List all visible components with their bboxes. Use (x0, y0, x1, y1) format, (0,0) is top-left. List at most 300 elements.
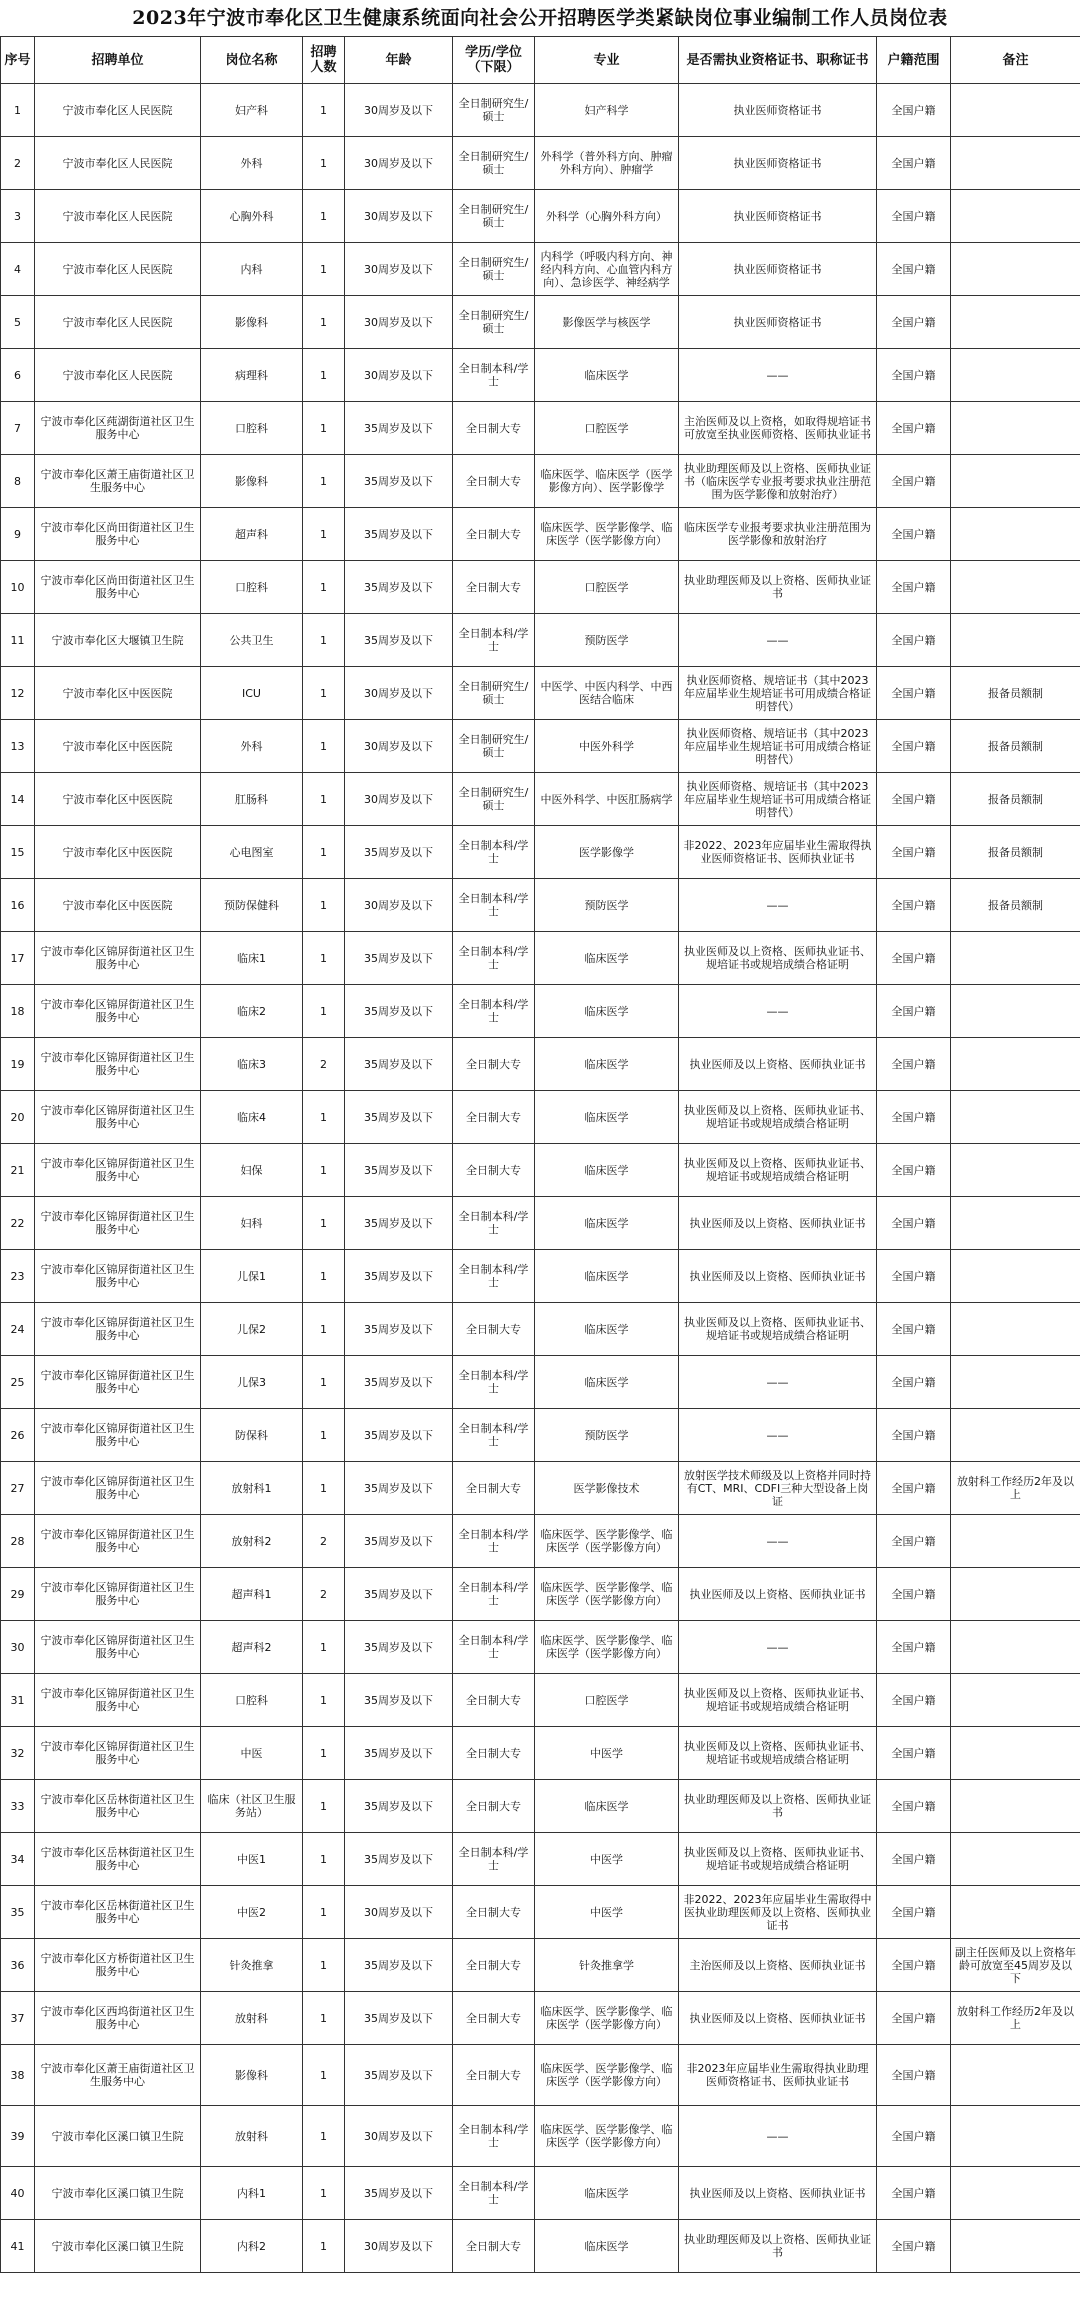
table-row (1, 614, 1080, 667)
cell-remarks (951, 1886, 1080, 1939)
cell-education: 全日制研究生/硕士 (453, 773, 535, 826)
cell-major: 口腔医学 (535, 402, 679, 455)
cell-major: 临床医学 (535, 1356, 679, 1409)
cell-position: 儿保1 (201, 1250, 303, 1303)
cell-unit: 宁波市奉化区中医医院 (35, 879, 201, 932)
cell-certificate: 执业医师资格证书 (679, 296, 877, 349)
cell-remarks (951, 1780, 1080, 1833)
table-row (1, 2167, 1080, 2220)
table-row (1, 1144, 1080, 1197)
cell-major: 临床医学、医学影像学、临床医学（医学影像方向） (535, 1515, 679, 1568)
cell-education: 全日制大专 (453, 1886, 535, 1939)
cell-count: 1 (303, 1621, 345, 1674)
cell-age: 35周岁及以下 (345, 1462, 453, 1515)
cell-position: 公共卫生 (201, 614, 303, 667)
cell-education: 全日制本科/学士 (453, 879, 535, 932)
cell-count: 1 (303, 985, 345, 1038)
cell-unit: 宁波市奉化区西坞街道社区卫生服务中心 (35, 1992, 201, 2045)
cell-certificate: 非2023年应届毕业生需取得执业助理医师资格证书、医师执业证书 (679, 2045, 877, 2106)
cell-count: 1 (303, 1462, 345, 1515)
cell-major: 医学影像技术 (535, 1462, 679, 1515)
table-row (1, 1462, 1080, 1515)
cell-count: 1 (303, 455, 345, 508)
cell-education: 全日制本科/学士 (453, 1409, 535, 1462)
cell-education: 全日制本科/学士 (453, 1197, 535, 1250)
table-row (1, 985, 1080, 1038)
cell-certificate: 执业助理医师及以上资格、医师执业证书 (679, 1780, 877, 1833)
cell-position: 心胸外科 (201, 190, 303, 243)
cell-household: 全国户籍 (877, 1515, 951, 1568)
cell-household: 全国户籍 (877, 190, 951, 243)
table-row (1, 1833, 1080, 1886)
cell-count: 1 (303, 1144, 345, 1197)
cell-age: 35周岁及以下 (345, 1144, 453, 1197)
cell-household: 全国户籍 (877, 2045, 951, 2106)
cell-index: 7 (1, 402, 35, 455)
cell-household: 全国户籍 (877, 773, 951, 826)
cell-position: 妇科 (201, 1197, 303, 1250)
cell-major: 影像医学与核医学 (535, 296, 679, 349)
cell-education: 全日制大专 (453, 2045, 535, 2106)
cell-unit: 宁波市奉化区萧王庙街道社区卫生服务中心 (35, 455, 201, 508)
cell-count: 1 (303, 667, 345, 720)
cell-count: 1 (303, 1674, 345, 1727)
cell-education: 全日制本科/学士 (453, 1621, 535, 1674)
cell-position: 放射科 (201, 2106, 303, 2167)
cell-age: 35周岁及以下 (345, 985, 453, 1038)
table-row (1, 243, 1080, 296)
cell-unit: 宁波市奉化区中医医院 (35, 826, 201, 879)
cell-count: 1 (303, 2167, 345, 2220)
cell-age: 35周岁及以下 (345, 1992, 453, 2045)
cell-unit: 宁波市奉化区锦屏街道社区卫生服务中心 (35, 1038, 201, 1091)
cell-position: 内科2 (201, 2220, 303, 2273)
cell-remarks (951, 985, 1080, 1038)
cell-education: 全日制本科/学士 (453, 1250, 535, 1303)
cell-index: 32 (1, 1727, 35, 1780)
table-row (1, 190, 1080, 243)
cell-remarks (951, 561, 1080, 614)
table-row (1, 1197, 1080, 1250)
cell-major: 临床医学 (535, 1250, 679, 1303)
table-row (1, 826, 1080, 879)
cell-remarks (951, 508, 1080, 561)
cell-count: 1 (303, 720, 345, 773)
cell-age: 35周岁及以下 (345, 455, 453, 508)
cell-remarks (951, 1197, 1080, 1250)
table-row (1, 2106, 1080, 2167)
cell-unit: 宁波市奉化区人民医院 (35, 84, 201, 137)
cell-major: 口腔医学 (535, 561, 679, 614)
cell-major: 内科学（呼吸内科方向、神经内科方向、心血管内科方向）、急诊医学、神经病学 (535, 243, 679, 296)
cell-unit: 宁波市奉化区人民医院 (35, 296, 201, 349)
table-row (1, 508, 1080, 561)
cell-age: 35周岁及以下 (345, 1780, 453, 1833)
cell-major: 中医学 (535, 1727, 679, 1780)
cell-education: 全日制大专 (453, 1144, 535, 1197)
cell-age: 30周岁及以下 (345, 349, 453, 402)
cell-age: 35周岁及以下 (345, 2167, 453, 2220)
cell-position: 影像科 (201, 296, 303, 349)
cell-remarks: 报备员额制 (951, 720, 1080, 773)
cell-age: 30周岁及以下 (345, 137, 453, 190)
cell-position: 儿保2 (201, 1303, 303, 1356)
cell-index: 35 (1, 1886, 35, 1939)
cell-position: 放射科1 (201, 1462, 303, 1515)
cell-education: 全日制大专 (453, 1780, 535, 1833)
cell-unit: 宁波市奉化区锦屏街道社区卫生服务中心 (35, 1091, 201, 1144)
cell-age: 35周岁及以下 (345, 1356, 453, 1409)
table-row (1, 1091, 1080, 1144)
cell-household: 全国户籍 (877, 1038, 951, 1091)
cell-remarks: 放射科工作经历2年及以上 (951, 1462, 1080, 1515)
cell-education: 全日制研究生/硕士 (453, 667, 535, 720)
table-row (1, 84, 1080, 137)
cell-position: 心电图室 (201, 826, 303, 879)
cell-education: 全日制研究生/硕士 (453, 720, 535, 773)
cell-certificate: 执业医师资格、规培证书（其中2023年应届毕业生规培证书可用成绩合格证明替代） (679, 720, 877, 773)
cell-household: 全国户籍 (877, 1197, 951, 1250)
cell-unit: 宁波市奉化区锦屏街道社区卫生服务中心 (35, 1674, 201, 1727)
cell-unit: 宁波市奉化区溪口镇卫生院 (35, 2220, 201, 2273)
cell-count: 1 (303, 1939, 345, 1992)
cell-household: 全国户籍 (877, 1621, 951, 1674)
cell-major: 医学影像学 (535, 826, 679, 879)
cell-household: 全国户籍 (877, 137, 951, 190)
cell-certificate: 放射医学技术师级及以上资格并同时持有CT、MRI、CDFI三种大型设备上岗证 (679, 1462, 877, 1515)
cell-unit: 宁波市奉化区岳林街道社区卫生服务中心 (35, 1886, 201, 1939)
cell-certificate: 执业医师资格证书 (679, 190, 877, 243)
table-row (1, 1621, 1080, 1674)
cell-certificate: 执业医师及以上资格、医师执业证书、规培证书或规培成绩合格证明 (679, 1303, 877, 1356)
cell-age: 35周岁及以下 (345, 508, 453, 561)
cell-household: 全国户籍 (877, 1780, 951, 1833)
cell-index: 14 (1, 773, 35, 826)
cell-unit: 宁波市奉化区溪口镇卫生院 (35, 2106, 201, 2167)
cell-count: 1 (303, 1091, 345, 1144)
cell-unit: 宁波市奉化区锦屏街道社区卫生服务中心 (35, 1409, 201, 1462)
cell-remarks (951, 2106, 1080, 2167)
cell-position: 预防保健科 (201, 879, 303, 932)
table-row (1, 1886, 1080, 1939)
cell-index: 16 (1, 879, 35, 932)
cell-index: 25 (1, 1356, 35, 1409)
cell-household: 全国户籍 (877, 720, 951, 773)
cell-certificate: 非2022、2023年应届毕业生需取得执业医师资格证书、医师执业证书 (679, 826, 877, 879)
positions-table (0, 36, 1080, 2273)
header-unit: 招聘单位 (35, 37, 201, 84)
cell-unit: 宁波市奉化区锦屏街道社区卫生服务中心 (35, 1303, 201, 1356)
cell-household: 全国户籍 (877, 1144, 951, 1197)
cell-remarks (951, 1515, 1080, 1568)
cell-major: 口腔医学 (535, 1674, 679, 1727)
cell-index: 9 (1, 508, 35, 561)
cell-position: 临床2 (201, 985, 303, 1038)
cell-count: 1 (303, 2045, 345, 2106)
cell-education: 全日制大专 (453, 1462, 535, 1515)
cell-certificate: —— (679, 879, 877, 932)
cell-position: 口腔科 (201, 402, 303, 455)
cell-certificate: 执业医师及以上资格、医师执业证书、规培证书或规培成绩合格证明 (679, 932, 877, 985)
cell-unit: 宁波市奉化区岳林街道社区卫生服务中心 (35, 1833, 201, 1886)
cell-age: 35周岁及以下 (345, 1197, 453, 1250)
cell-age: 35周岁及以下 (345, 1568, 453, 1621)
cell-certificate: 执业医师及以上资格、医师执业证书、规培证书或规培成绩合格证明 (679, 1144, 877, 1197)
cell-certificate: 执业助理医师及以上资格、医师执业证书（临床医学专业报考要求执业注册范围为医学影像和放射治疗） (679, 455, 877, 508)
table-row (1, 1780, 1080, 1833)
cell-age: 35周岁及以下 (345, 1727, 453, 1780)
cell-age: 35周岁及以下 (345, 932, 453, 985)
cell-index: 11 (1, 614, 35, 667)
cell-education: 全日制研究生/硕士 (453, 243, 535, 296)
cell-count: 2 (303, 1515, 345, 1568)
cell-age: 35周岁及以下 (345, 402, 453, 455)
cell-remarks (951, 614, 1080, 667)
cell-major: 针灸推拿学 (535, 1939, 679, 1992)
cell-certificate: —— (679, 2106, 877, 2167)
cell-education: 全日制大专 (453, 508, 535, 561)
cell-count: 2 (303, 1568, 345, 1621)
cell-household: 全国户籍 (877, 1886, 951, 1939)
cell-remarks (951, 1356, 1080, 1409)
table-row (1, 1568, 1080, 1621)
cell-certificate: 执业助理医师及以上资格、医师执业证书 (679, 561, 877, 614)
cell-position: 中医1 (201, 1833, 303, 1886)
cell-unit: 宁波市奉化区锦屏街道社区卫生服务中心 (35, 1197, 201, 1250)
cell-education: 全日制本科/学士 (453, 932, 535, 985)
cell-education: 全日制大专 (453, 1303, 535, 1356)
cell-household: 全国户籍 (877, 1091, 951, 1144)
cell-unit: 宁波市奉化区萧王庙街道社区卫生服务中心 (35, 2045, 201, 2106)
cell-certificate: 执业医师及以上资格、医师执业证书、规培证书或规培成绩合格证明 (679, 1674, 877, 1727)
cell-unit: 宁波市奉化区人民医院 (35, 243, 201, 296)
cell-age: 35周岁及以下 (345, 1833, 453, 1886)
cell-household: 全国户籍 (877, 1727, 951, 1780)
cell-certificate: 执业医师资格证书 (679, 137, 877, 190)
header-certificate: 是否需执业资格证书、职称证书 (679, 37, 877, 84)
cell-household: 全国户籍 (877, 508, 951, 561)
cell-remarks (951, 1250, 1080, 1303)
table-header-row (1, 37, 1080, 84)
cell-count: 1 (303, 1197, 345, 1250)
cell-education: 全日制研究生/硕士 (453, 296, 535, 349)
cell-major: 中医学、中医内科学、中西医结合临床 (535, 667, 679, 720)
cell-education: 全日制本科/学士 (453, 1568, 535, 1621)
cell-position: 妇产科 (201, 84, 303, 137)
cell-age: 35周岁及以下 (345, 1250, 453, 1303)
cell-major: 中医学 (535, 1833, 679, 1886)
cell-age: 35周岁及以下 (345, 614, 453, 667)
cell-unit: 宁波市奉化区大堰镇卫生院 (35, 614, 201, 667)
cell-count: 2 (303, 1038, 345, 1091)
cell-index: 23 (1, 1250, 35, 1303)
cell-index: 27 (1, 1462, 35, 1515)
cell-household: 全国户籍 (877, 1303, 951, 1356)
cell-household: 全国户籍 (877, 2167, 951, 2220)
cell-age: 30周岁及以下 (345, 773, 453, 826)
cell-household: 全国户籍 (877, 455, 951, 508)
cell-major: 临床医学、医学影像学、临床医学（医学影像方向） (535, 2106, 679, 2167)
cell-index: 31 (1, 1674, 35, 1727)
cell-major: 预防医学 (535, 1409, 679, 1462)
cell-major: 临床医学 (535, 1091, 679, 1144)
cell-unit: 宁波市奉化区锦屏街道社区卫生服务中心 (35, 1250, 201, 1303)
cell-household: 全国户籍 (877, 349, 951, 402)
cell-certificate: 非2022、2023年应届毕业生需取得中医执业助理医师及以上资格、医师执业证书 (679, 1886, 877, 1939)
cell-unit: 宁波市奉化区中医医院 (35, 773, 201, 826)
cell-major: 预防医学 (535, 614, 679, 667)
cell-remarks: 报备员额制 (951, 826, 1080, 879)
cell-household: 全国户籍 (877, 985, 951, 1038)
cell-education: 全日制本科/学士 (453, 2106, 535, 2167)
cell-index: 36 (1, 1939, 35, 1992)
cell-remarks: 报备员额制 (951, 879, 1080, 932)
cell-certificate: 执业医师资格证书 (679, 84, 877, 137)
cell-major: 临床医学、医学影像学、临床医学（医学影像方向） (535, 2045, 679, 2106)
cell-major: 临床医学 (535, 1780, 679, 1833)
cell-position: 中医2 (201, 1886, 303, 1939)
cell-index: 26 (1, 1409, 35, 1462)
cell-age: 35周岁及以下 (345, 1515, 453, 1568)
cell-position: 中医 (201, 1727, 303, 1780)
cell-remarks (951, 349, 1080, 402)
cell-unit: 宁波市奉化区锦屏街道社区卫生服务中心 (35, 1727, 201, 1780)
cell-age: 30周岁及以下 (345, 243, 453, 296)
cell-remarks (951, 932, 1080, 985)
cell-education: 全日制研究生/硕士 (453, 84, 535, 137)
cell-position: 外科 (201, 720, 303, 773)
cell-unit: 宁波市奉化区锦屏街道社区卫生服务中心 (35, 1144, 201, 1197)
cell-education: 全日制大专 (453, 1038, 535, 1091)
cell-position: 针灸推拿 (201, 1939, 303, 1992)
header-education: 学历/学位（下限） (453, 37, 535, 84)
cell-certificate: —— (679, 985, 877, 1038)
cell-education: 全日制大专 (453, 561, 535, 614)
table-row (1, 1515, 1080, 1568)
cell-household: 全国户籍 (877, 84, 951, 137)
cell-count: 1 (303, 349, 345, 402)
cell-age: 35周岁及以下 (345, 1409, 453, 1462)
cell-position: 临床4 (201, 1091, 303, 1144)
cell-unit: 宁波市奉化区锦屏街道社区卫生服务中心 (35, 1356, 201, 1409)
cell-position: 超声科 (201, 508, 303, 561)
cell-unit: 宁波市奉化区锦屏街道社区卫生服务中心 (35, 1568, 201, 1621)
cell-household: 全国户籍 (877, 932, 951, 985)
cell-remarks (951, 137, 1080, 190)
cell-position: 临床3 (201, 1038, 303, 1091)
cell-index: 5 (1, 296, 35, 349)
cell-count: 1 (303, 1303, 345, 1356)
table-row (1, 1727, 1080, 1780)
cell-position: 妇保 (201, 1144, 303, 1197)
header-remarks: 备注 (951, 37, 1080, 84)
cell-unit: 宁波市奉化区人民医院 (35, 190, 201, 243)
cell-remarks (951, 243, 1080, 296)
cell-major: 预防医学 (535, 879, 679, 932)
cell-remarks (951, 1409, 1080, 1462)
table-row (1, 402, 1080, 455)
table-row (1, 1674, 1080, 1727)
table-row (1, 1356, 1080, 1409)
cell-major: 临床医学 (535, 2167, 679, 2220)
cell-index: 37 (1, 1992, 35, 2045)
cell-remarks (951, 1621, 1080, 1674)
cell-household: 全国户籍 (877, 1409, 951, 1462)
cell-position: 放射科 (201, 1992, 303, 2045)
cell-education: 全日制本科/学士 (453, 349, 535, 402)
cell-unit: 宁波市奉化区锦屏街道社区卫生服务中心 (35, 932, 201, 985)
cell-household: 全国户籍 (877, 243, 951, 296)
cell-position: 儿保3 (201, 1356, 303, 1409)
cell-household: 全国户籍 (877, 614, 951, 667)
cell-position: 口腔科 (201, 561, 303, 614)
table-row (1, 2220, 1080, 2273)
cell-unit: 宁波市奉化区中医医院 (35, 667, 201, 720)
cell-education: 全日制大专 (453, 1674, 535, 1727)
cell-education: 全日制大专 (453, 2220, 535, 2273)
cell-remarks (951, 1727, 1080, 1780)
cell-count: 1 (303, 1780, 345, 1833)
cell-remarks (951, 190, 1080, 243)
cell-education: 全日制本科/学士 (453, 1833, 535, 1886)
cell-index: 39 (1, 2106, 35, 2167)
cell-remarks (951, 1303, 1080, 1356)
cell-age: 35周岁及以下 (345, 1038, 453, 1091)
cell-household: 全国户籍 (877, 1356, 951, 1409)
cell-remarks (951, 84, 1080, 137)
cell-index: 12 (1, 667, 35, 720)
cell-household: 全国户籍 (877, 1250, 951, 1303)
cell-unit: 宁波市奉化区锦屏街道社区卫生服务中心 (35, 1621, 201, 1674)
cell-household: 全国户籍 (877, 296, 951, 349)
cell-count: 1 (303, 84, 345, 137)
cell-position: 超声科2 (201, 1621, 303, 1674)
cell-index: 17 (1, 932, 35, 985)
cell-count: 1 (303, 1250, 345, 1303)
cell-major: 中医外科学 (535, 720, 679, 773)
cell-count: 1 (303, 932, 345, 985)
cell-age: 35周岁及以下 (345, 826, 453, 879)
cell-education: 全日制大专 (453, 455, 535, 508)
cell-index: 1 (1, 84, 35, 137)
cell-major: 外科学（普外科方向、肿瘤外科方向）、肿瘤学 (535, 137, 679, 190)
cell-major: 临床医学 (535, 985, 679, 1038)
cell-certificate: 执业医师及以上资格、医师执业证书 (679, 1197, 877, 1250)
cell-unit: 宁波市奉化区岳林街道社区卫生服务中心 (35, 1780, 201, 1833)
cell-education: 全日制本科/学士 (453, 2167, 535, 2220)
cell-remarks (951, 1568, 1080, 1621)
cell-major: 临床医学、临床医学（医学影像方向）、医学影像学 (535, 455, 679, 508)
cell-certificate: —— (679, 349, 877, 402)
cell-major: 临床医学 (535, 2220, 679, 2273)
cell-count: 1 (303, 1409, 345, 1462)
cell-age: 30周岁及以下 (345, 84, 453, 137)
cell-certificate: 执业医师及以上资格、医师执业证书 (679, 2167, 877, 2220)
cell-education: 全日制大专 (453, 402, 535, 455)
cell-position: ICU (201, 667, 303, 720)
cell-major: 临床医学 (535, 1197, 679, 1250)
table-row (1, 932, 1080, 985)
cell-age: 30周岁及以下 (345, 667, 453, 720)
header-index: 序号 (1, 37, 35, 84)
cell-major: 临床医学 (535, 349, 679, 402)
cell-education: 全日制本科/学士 (453, 614, 535, 667)
cell-education: 全日制大专 (453, 1939, 535, 1992)
cell-remarks: 报备员额制 (951, 773, 1080, 826)
cell-age: 35周岁及以下 (345, 1091, 453, 1144)
cell-index: 29 (1, 1568, 35, 1621)
table-body (1, 84, 1080, 2273)
